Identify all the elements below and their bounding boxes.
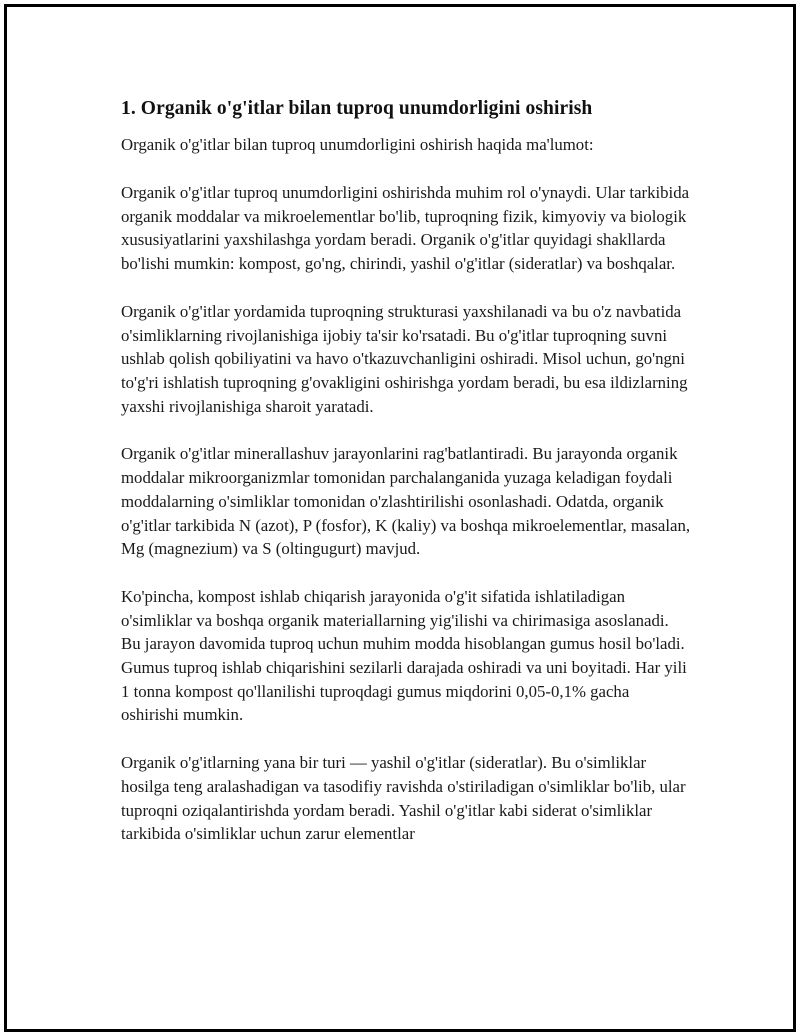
intro-paragraph: Organik o'g'itlar bilan tuproq unumdorligini oshirish haqida ma'lumot:	[121, 135, 594, 155]
document-title: 1. Organik o'g'itlar bilan tuproq unumdorligini oshirish	[121, 98, 593, 119]
document-content	[121, 97, 691, 870]
paragraph-2: Organik o'g'itlar yordamida tuproqning strukturasi yaxshilanadi va bu o'z navbatida o'simliklarning rivojlanishiga ijobiy ta'sir ko'rsatadi. Bu o'g'itlar tuproqning suvni ushlab qolish qobiliyatini va havo o'tkazuvchanligini oshiradi. Misol uchun, go'ngni to'g'ri ishlatish tuproqning g'ovakligini oshirishga yordam beradi, bu esa ildizlarning yaxshi rivojlanishiga sharoit yaratadi.	[121, 301, 688, 416]
paragraph-4: Ko'pincha, kompost ishlab chiqarish jarayonida o'g'it sifatida ishlatiladigan o'simliklar va boshqa organik materiallarning yig'ilishi va chirimasiga asoslanadi. Bu jarayon davomida tuproq uchun muhim modda hisoblangan gumus hosil bo'ladi. Gumus tuproq ishlab chiqarishini sezilarli darajada oshiradi va uni boyitadi. Har yili 1 tonna kompost qo'llanilishi tuproqdagi gumus miqdorini 0,05-0,1% gacha oshirishi mumkin.	[121, 586, 687, 725]
paragraph-3: Organik o'g'itlar minerallashuv jarayonlarini rag'batlantiradi. Bu jarayonda organik moddalar mikroorganizmlar tomonidan parchalanganida yuzaga keladigan foydali moddalarning o'simliklar tomonidan o'zlashtirilishi osonlashadi. Odatda, organik o'g'itlar tarkibida N (azot), P (fosfor), K (kaliy) va boshqa mikroelementlar, masalan, Mg (magnezium) va S (oltingugurt) mavjud.	[121, 444, 691, 559]
paragraph-1: Organik o'g'itlar tuproq unumdorligini oshirishda muhim rol o'ynaydi. Ular tarkibida organik moddalar va mikroelementlar bo'lib, tuproqning fizik, kimyoviy va biologik xususiyatlarini yaxshilashga yordam beradi. Organik o'g'itlar quyidagi shakllarda bo'lishi mumkin: kompost, go'ng, chirindi, yashil o'g'itlar (sideratlar) va boshqalar.	[121, 183, 690, 274]
paragraph-5: Organik o'g'itlarning yana bir turi — yashil o'g'itlar (sideratlar). Bu o'simliklar hosilga teng aralashadigan va tasodifiy ravishda o'stiriladigan o'simliklar bo'lib, ular tuproqni oziqalantirishda yordam beradi. Yashil o'g'itlar kabi siderat o'simliklar tarkibida o'simliklar uchun zarur elementlar	[121, 753, 686, 844]
page-frame	[4, 4, 796, 1032]
